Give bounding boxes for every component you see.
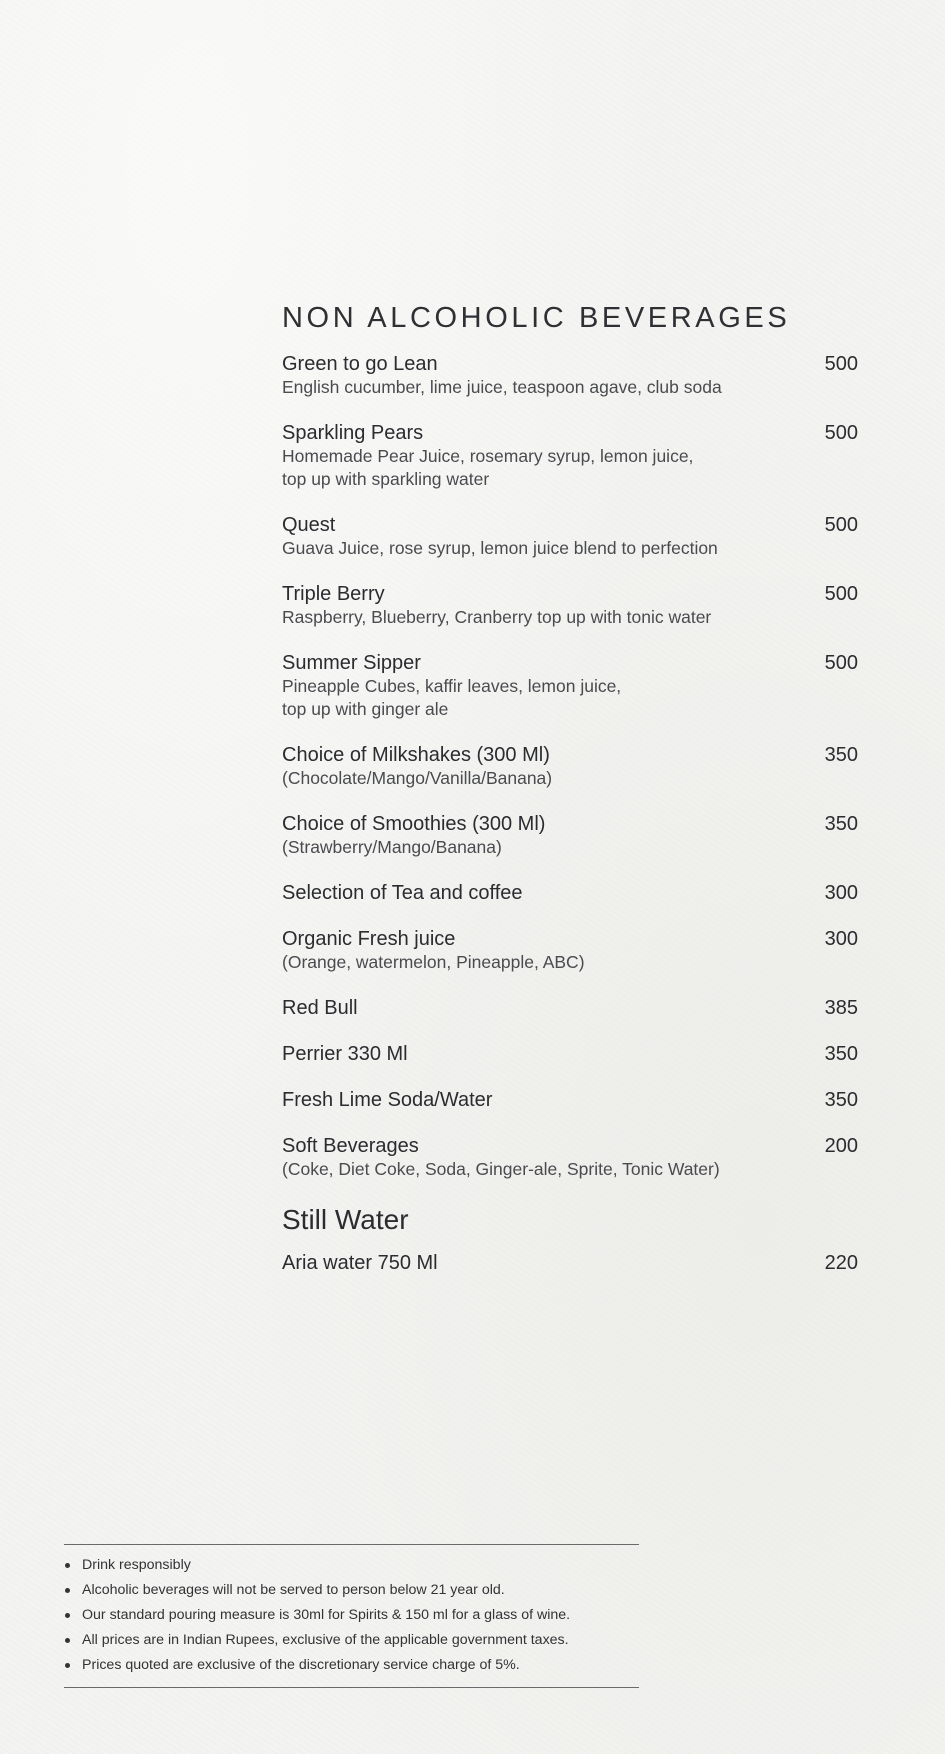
item-name: Red Bull (282, 997, 358, 1019)
list-item (64, 1628, 639, 1653)
item-price: 500 (824, 514, 858, 536)
menu-items (282, 352, 858, 1275)
list-item (64, 1653, 639, 1678)
item-description: Guava Juice, rose syrup, lemon juice blend to perfection (282, 538, 718, 558)
item-description: Pineapple Cubes, kaffir leaves, lemon juice, (282, 676, 622, 696)
bullet-icon (65, 1613, 70, 1618)
footer-notes (64, 1544, 639, 1688)
item-description-line-2: top up with sparkling water (282, 469, 490, 489)
list-item (64, 1553, 639, 1578)
list-item (64, 1578, 639, 1603)
item-description: (Strawberry/Mango/Banana) (282, 837, 502, 857)
item-price: 500 (824, 652, 858, 674)
note-text: Our standard pouring measure is 30ml for Spirits & 150 ml for a glass of wine. (82, 1607, 571, 1623)
item-name: Quest (282, 514, 336, 536)
item-price: 350 (824, 1043, 858, 1065)
item-name: Triple Berry (282, 583, 385, 605)
item-name: Choice of Milkshakes (300 Ml) (282, 744, 550, 766)
item-name: Soft Beverages (282, 1135, 419, 1157)
menu-item (282, 927, 858, 974)
item-name: Selection of Tea and coffee (282, 882, 523, 904)
menu-item (282, 1134, 858, 1181)
bullet-icon (65, 1588, 70, 1593)
item-description: (Coke, Diet Coke, Soda, Ginger-ale, Sprite, Tonic Water) (282, 1159, 720, 1179)
item-description-line-2: top up with ginger ale (282, 699, 449, 719)
item-price: 300 (824, 882, 858, 904)
item-price: 385 (824, 997, 858, 1019)
menu-item (282, 582, 858, 629)
item-price: 500 (824, 422, 858, 444)
footer-bottom-rule (64, 1687, 639, 1688)
item-price: 200 (824, 1135, 858, 1157)
item-description: Raspberry, Blueberry, Cranberry top up with tonic water (282, 607, 712, 627)
item-description: Homemade Pear Juice, rosemary syrup, lemon juice, (282, 446, 694, 466)
bullet-icon (65, 1638, 70, 1643)
menu-item (282, 513, 858, 560)
menu-item (282, 1088, 858, 1112)
item-name: Fresh Lime Soda/Water (282, 1089, 493, 1111)
menu-item (282, 812, 858, 859)
item-price: 350 (824, 813, 858, 835)
note-text: Prices quoted are exclusive of the discretionary service charge of 5%. (82, 1657, 520, 1673)
item-price: 500 (824, 583, 858, 605)
note-text: All prices are in Indian Rupees, exclusive of the applicable government taxes. (82, 1632, 569, 1648)
note-text: Drink responsibly (82, 1557, 191, 1573)
menu-item (282, 1042, 858, 1066)
still-water-title: Still Water (282, 1204, 409, 1235)
item-name: Perrier 330 Ml (282, 1043, 408, 1065)
item-name: Aria water 750 Ml (282, 1252, 438, 1274)
item-name: Summer Sipper (282, 652, 421, 674)
item-description: (Orange, watermelon, Pineapple, ABC) (282, 952, 585, 972)
item-name: Green to go Lean (282, 353, 438, 375)
menu-item (282, 743, 858, 790)
menu-item (282, 421, 858, 491)
item-description: English cucumber, lime juice, teaspoon agave, club soda (282, 377, 722, 397)
menu-item (282, 996, 858, 1020)
bullet-icon (65, 1663, 70, 1668)
item-name: Organic Fresh juice (282, 928, 456, 950)
item-price: 220 (824, 1252, 858, 1274)
menu-item (282, 651, 858, 721)
item-price: 500 (824, 353, 858, 375)
menu-item (282, 352, 858, 399)
item-name: Sparkling Pears (282, 422, 424, 444)
beverage-menu (282, 298, 858, 1297)
note-text: Alcoholic beverages will not be served to person below 21 year old. (82, 1582, 505, 1598)
item-price: 350 (824, 1089, 858, 1111)
section-title: NON ALCOHOLIC BEVERAGES (282, 302, 791, 334)
menu-item (282, 1251, 858, 1275)
notes-list (64, 1553, 639, 1678)
list-item (64, 1603, 639, 1628)
footer-top-rule (64, 1544, 639, 1545)
item-price: 300 (824, 928, 858, 950)
bullet-icon (65, 1563, 70, 1568)
item-name: Choice of Smoothies (300 Ml) (282, 813, 546, 835)
item-price: 350 (824, 744, 858, 766)
item-description: (Chocolate/Mango/Vanilla/Banana) (282, 768, 553, 788)
menu-item (282, 881, 858, 905)
